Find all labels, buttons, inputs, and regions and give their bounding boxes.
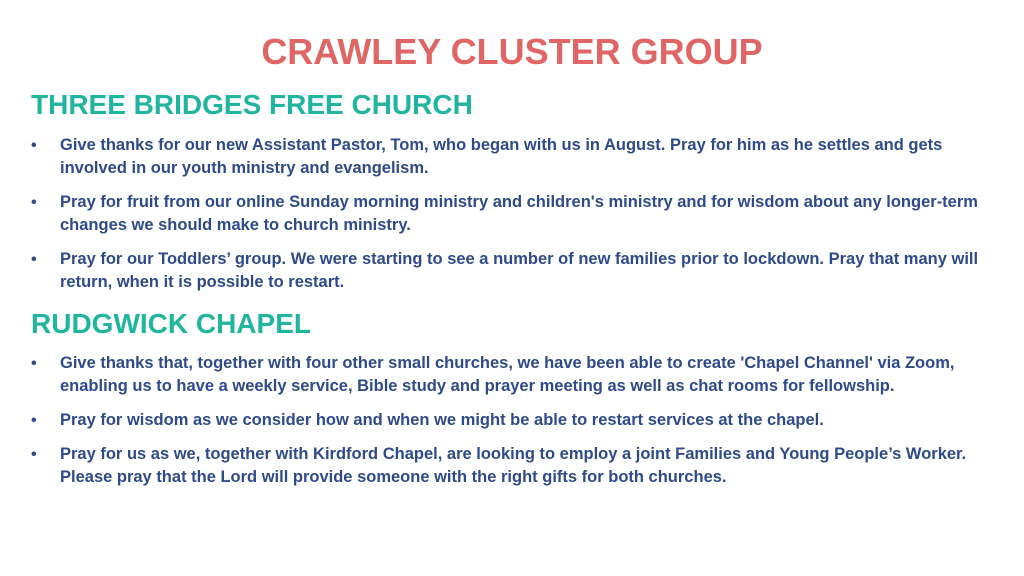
bullet-dot-icon: • <box>31 446 37 463</box>
list-item <box>31 191 1006 237</box>
bullet-text: Pray for our Toddlers’ group. We were starting to see a number of new families prior to lockdown. Pray that many will return, when it is possible to restart. <box>60 250 979 291</box>
section-heading-three-bridges: THREE BRIDGES FREE CHURCH <box>31 89 473 120</box>
list-item <box>31 248 1006 294</box>
section-heading-rudgwick: RUDGWICK CHAPEL <box>31 308 311 339</box>
bullet-dot-icon: • <box>31 412 37 429</box>
bullet-list-three-bridges <box>31 134 1006 305</box>
bullet-list-rudgwick <box>31 352 1006 500</box>
list-item <box>31 134 1006 180</box>
bullet-text: Pray for us as we, together with Kirdford Chapel, are looking to employ a joint Families and Young People’s Worker. Please pray that the Lord will provide someone with the right gifts for both churches. <box>60 445 967 486</box>
bullet-text: Give thanks that, together with four other small churches, we have been able to create 'Chapel Channel' via Zoom, enabling us to have a weekly service, Bible study and prayer meeting as well as chat rooms for fellowship. <box>60 354 955 395</box>
bullet-text: Pray for fruit from our online Sunday morning ministry and children's ministry and for wisdom about any longer-term changes we should make to church ministry. <box>60 193 978 234</box>
bullet-text: Pray for wisdom as we consider how and when we might be able to restart services at the chapel. <box>60 411 824 429</box>
bullet-dot-icon: • <box>31 137 37 154</box>
list-item <box>31 409 1006 432</box>
bullet-dot-icon: • <box>31 251 37 268</box>
slide-title: CRAWLEY CLUSTER GROUP <box>261 31 763 72</box>
bullet-dot-icon: • <box>31 194 37 211</box>
bullet-dot-icon: • <box>31 355 37 372</box>
bullet-text: Give thanks for our new Assistant Pastor, Tom, who began with us in August. Pray for him as he settles and gets involved in our youth ministry and evangelism. <box>60 136 943 177</box>
list-item <box>31 443 1006 489</box>
list-item <box>31 352 1006 398</box>
